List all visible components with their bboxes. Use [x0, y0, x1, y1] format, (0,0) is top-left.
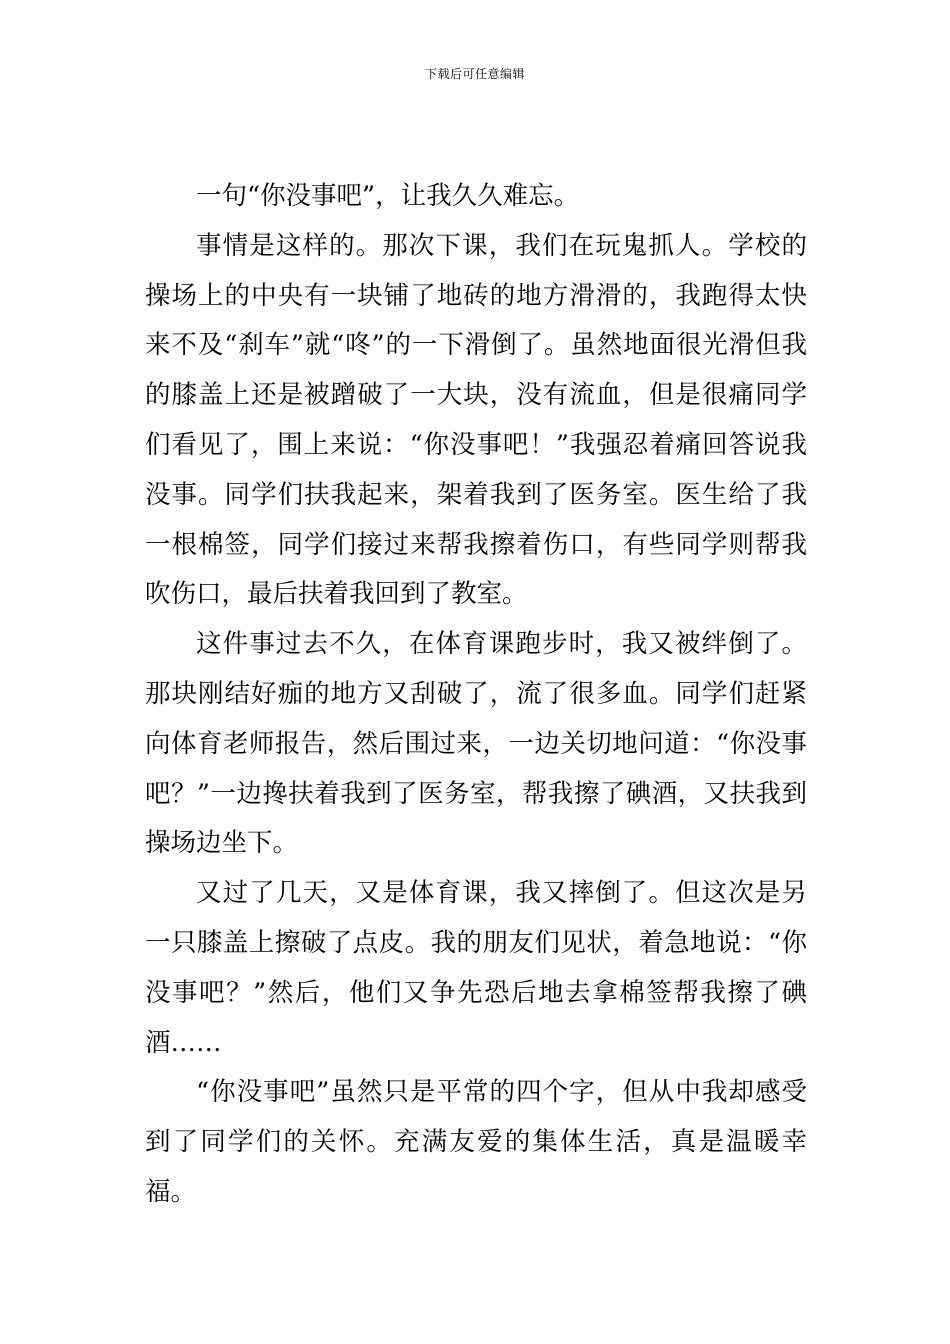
paragraph-conclusion: “你没事吧”虽然只是平常的四个字，但从中我却感受到了同学们的关怀。充满友爱的集体生活，真是温暖幸福。 [145, 1077, 807, 1207]
paragraph-third-fall: 又过了几天，又是体育课，我又摔倒了。但这次是另一只膝盖上擦破了点皮。我的朋友们见状，着急地说：“你没事吧？”然后，他们又争先恐后地去拿棉签帮我擦了碘酒…… [145, 878, 807, 1058]
page-header-note: 下载后可任意编辑 [424, 67, 525, 81]
paragraph-first-fall: 事情是这样的。那次下课，我们在玩鬼抓人。学校的操场上的中央有一块铺了地砖的地方滑滑的，我跑得太快来不及“刹车”就“咚”的一下滑倒了。虽然地面很光滑但我的膝盖上还是被蹭破了一大块，没有流血，但是很痛同学们看见了，围上来说：“你没事吧！”我强忍着痛回答说我没事。同学们扶我起来，架着我到了医务室。医生给了我一根棉签，同学们接过来帮我擦着伤口，有些同学则帮我吹伤口，最后扶着我回到了教室。 [145, 230, 807, 610]
article-body [145, 172, 807, 1218]
paragraph-second-fall: 这件事过去不久，在体育课跑步时，我又被绊倒了。那块刚结好痂的地方又刮破了，流了很多血。同学们赶紧向体育老师报告，然后围过来，一边关切地问道：“你没事吧？”一边搀扶着我到了医务室，帮我擦了碘酒，又扶我到操场边坐下。 [145, 629, 807, 859]
paragraph-opening: 一句“你没事吧”，让我久久难忘。 [196, 181, 580, 211]
